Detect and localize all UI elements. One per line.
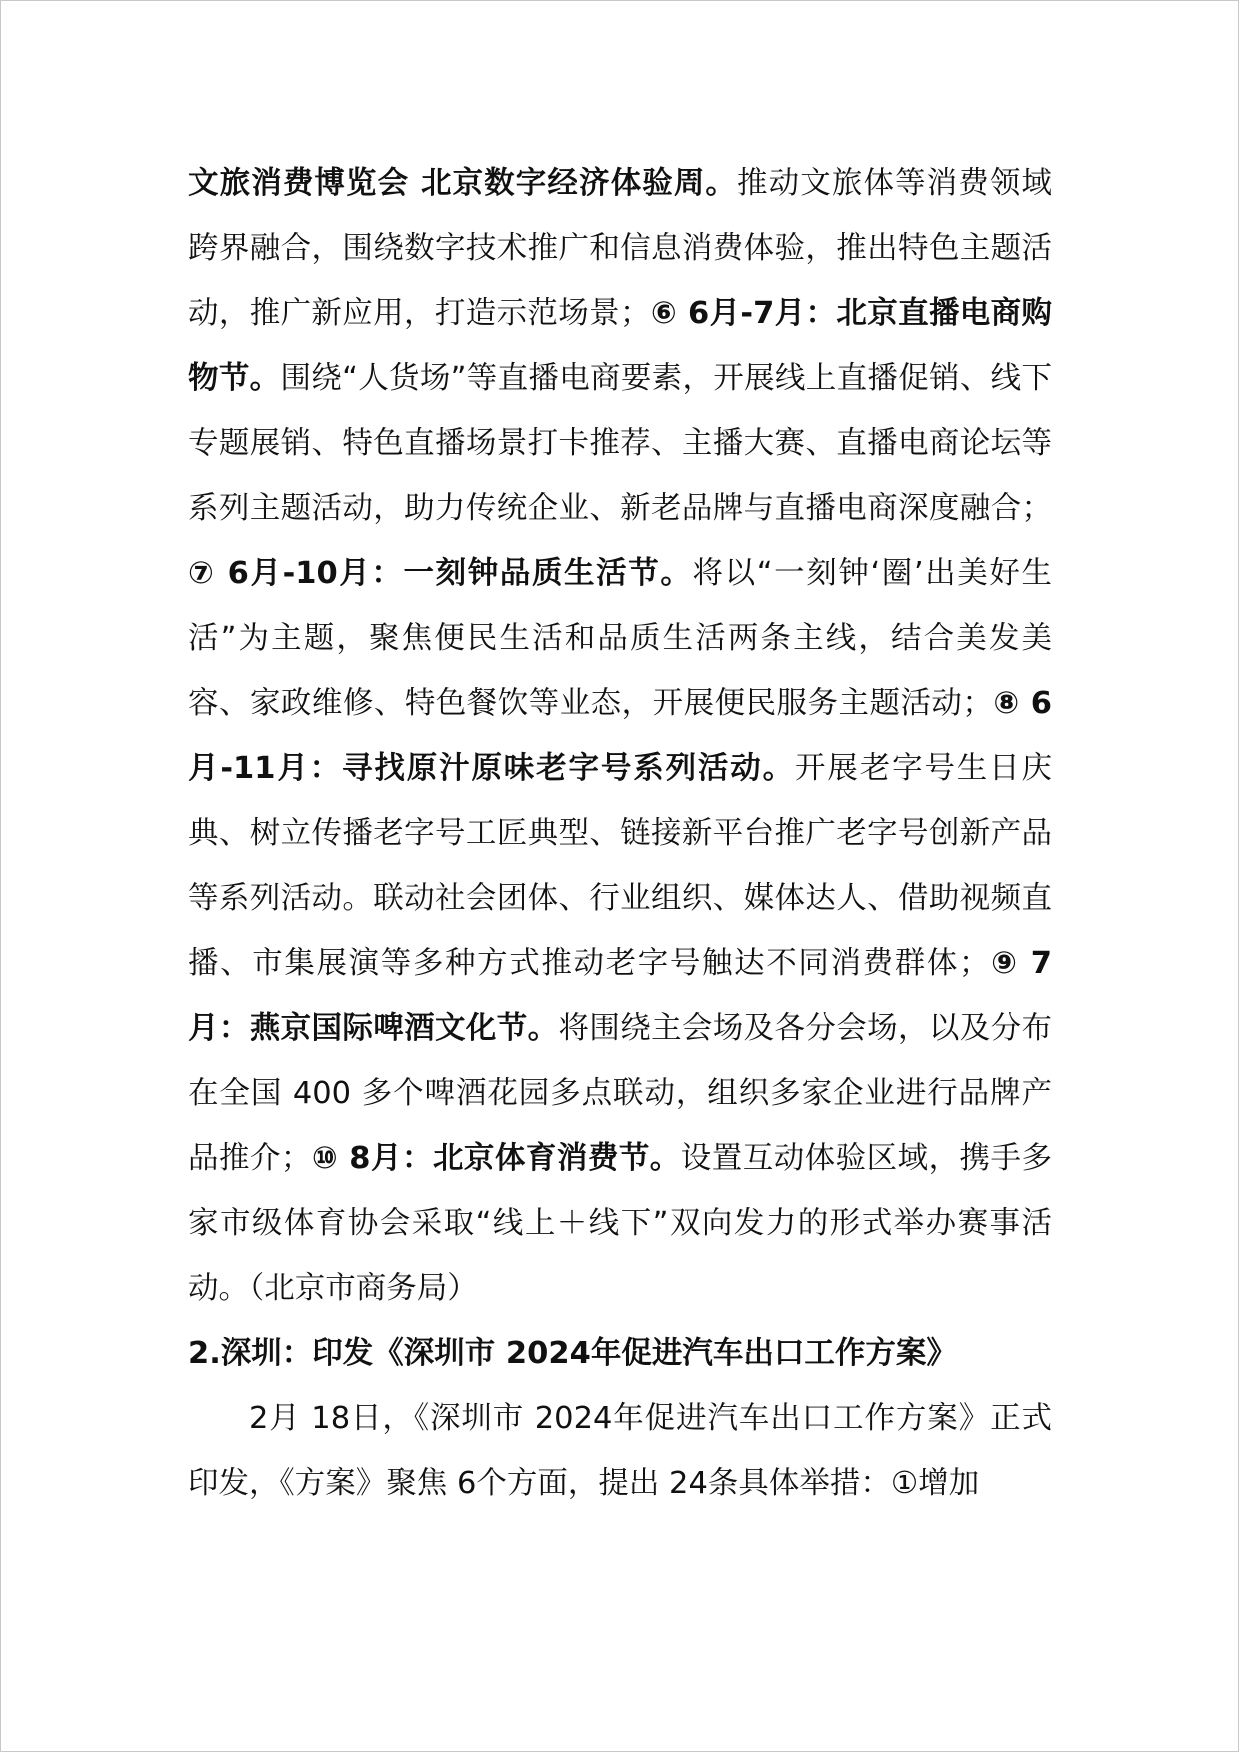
- beijing-activities-paragraph: [188, 151, 1052, 1321]
- event-title: ⑨ 7月：燕京国际啤酒文化节。: [188, 946, 1053, 1046]
- event-title: ⑥ 6月-7月：北京直播电商购物节。: [188, 296, 1053, 396]
- event-title: 文旅消费博览会 北京数字经济体验周。: [188, 166, 738, 201]
- section-heading-shenzhen: 2.深圳：印发《深圳市 2024年促进汽车出口工作方案》: [188, 1336, 957, 1371]
- event-description: 将围绕主会场及各分会场，以及分布在全国 400 多个啤酒花园多点联动，组织多家企业进行品牌产品推介；: [188, 1011, 1053, 1176]
- event-title: ⑧ 6月-11月：寻找原汁原味老字号系列活动。: [188, 686, 1052, 786]
- shenzhen-paragraph: 2月 18日，《深圳市 2024年促进汽车出口工作方案》正式印发，《方案》聚焦 6个方面，提出 24条具体举措：①增加: [188, 1401, 1052, 1501]
- event-description: 推动文旅体等消费领域跨界融合，围绕数字技术推广和信息消费体验，推出特色主题活动，推广新应用，打造示范场景；: [188, 166, 1053, 331]
- event-description: 将以“一刻钟‘圈’出美好生活”为主题，聚焦便民生活和品质生活两条主线，结合美发美容、家政维修、特色餐饮等业态，开展便民服务主题活动；: [188, 556, 1052, 721]
- document-body: [188, 151, 1052, 1516]
- event-title: ⑩ 8月：北京体育消费节。: [311, 1141, 681, 1176]
- event-description: 设置互动体验区域，携手多家市级体育协会采取“线上＋线下”双向发力的形式举办赛事活动。（北京市商务局）: [188, 1141, 1053, 1306]
- event-title: ⑦ 6月-10月：一刻钟品质生活节。: [188, 556, 693, 591]
- event-description: 围绕“人货场”等直播电商要素，开展线上直播促销、线下专题展销、特色直播场景打卡推荐、主播大赛、直播电商论坛等系列主题活动，助力传统企业、新老品牌与直播电商深度融合；: [188, 361, 1052, 526]
- event-description: 开展老字号生日庆典、树立传播老字号工匠典型、链接新平台推广老字号创新产品等系列活动。联动社会团体、行业组织、媒体达人、借助视频直播、市集展演等多种方式推动老字号触达不同消费群体；: [188, 751, 1053, 981]
